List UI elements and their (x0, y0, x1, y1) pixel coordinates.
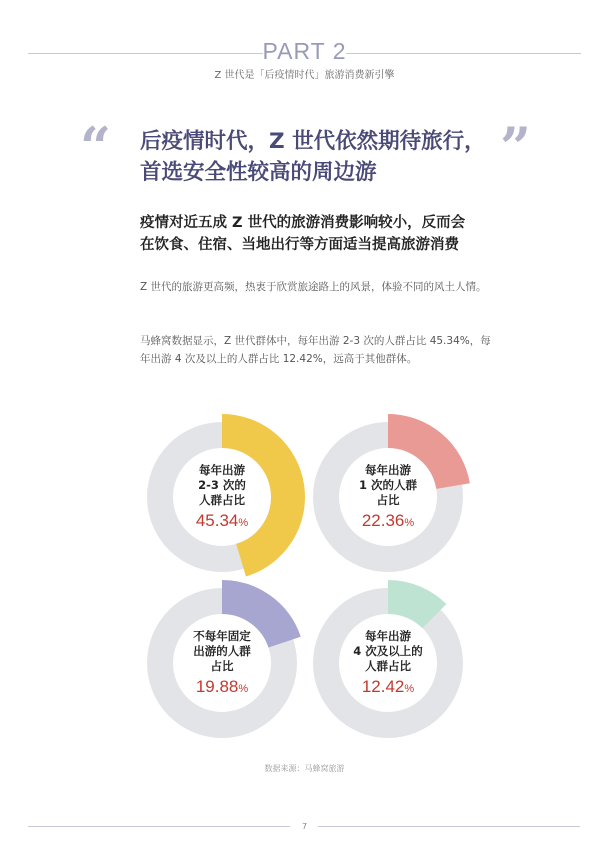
donut-unit: % (238, 682, 249, 695)
page-number: 7 (301, 822, 308, 831)
donut-label-line: 出游的人群 (193, 643, 251, 658)
donut-percentage (338, 676, 438, 698)
donut-label-line: 不每年固定 (193, 629, 251, 643)
donut-label (338, 463, 438, 532)
donut-label-line: 每年出游 (199, 463, 245, 477)
headline (140, 126, 520, 188)
headline-line-2: 首选安全性较高的周边游 (140, 160, 377, 186)
donut-label (338, 629, 438, 698)
donut-label (172, 463, 272, 532)
close-quote-icon: ” (500, 115, 532, 179)
donut-label-line: 2-3 次的 (198, 477, 246, 492)
donut-slice (388, 597, 434, 616)
donut-unit: % (404, 682, 415, 695)
donut-percentage (338, 510, 438, 532)
donut-value: 45.34 (195, 510, 239, 530)
donut-value: 19.88 (195, 676, 239, 696)
donut-percentage (172, 676, 272, 698)
open-quote-icon: “ (80, 115, 112, 179)
paragraph-2: 马蜂窝数据显示，Z 世代群体中，每年出游 2-3 次的人群占比 45.34%，每年出游 4 次及以上的人群占比 12.42%，远高于其他群体。 (140, 335, 491, 366)
donut-label-line: 占比 (210, 658, 234, 673)
donut-unit: % (404, 516, 415, 529)
donut-percentage (172, 510, 272, 532)
donut-label-line: 1 次的人群 (358, 477, 417, 492)
donut-unit: % (238, 516, 249, 529)
subheadline-line-2: 在饮食、住宿、当地出行等方面适当提高旅游消费 (140, 237, 459, 254)
donut-label-line: 每年出游 (365, 463, 411, 477)
donut-label-line: 4 次及以上的 (353, 643, 423, 658)
donut-label-line: 人群占比 (365, 658, 411, 673)
part-title: PART 2 (262, 38, 347, 64)
donut-label-line: 人群占比 (199, 492, 245, 507)
data-source: 数据来源：马蜂窝旅游 (264, 764, 345, 773)
donut-value: 22.36 (361, 510, 405, 530)
donut-label-line: 占比 (376, 492, 400, 507)
subheadline-line-1: 疫情对近五成 Z 世代的旅游消费影响较小，反而会 (140, 215, 466, 231)
subheadline (140, 212, 520, 257)
donut-label (172, 629, 272, 698)
paragraph-1: Z 世代的旅游更高频，热衷于欣赏旅途路上的风景，体验不同的风土人情。 (140, 281, 487, 293)
donut-label-line: 每年出游 (365, 629, 411, 643)
donut-value: 12.42 (361, 676, 405, 696)
part-subtitle: Z 世代是「后疫情时代」旅游消费新引擎 (214, 70, 395, 81)
headline-line-1: 后疫情时代，Z 世代依然期待旅行， (140, 129, 486, 154)
